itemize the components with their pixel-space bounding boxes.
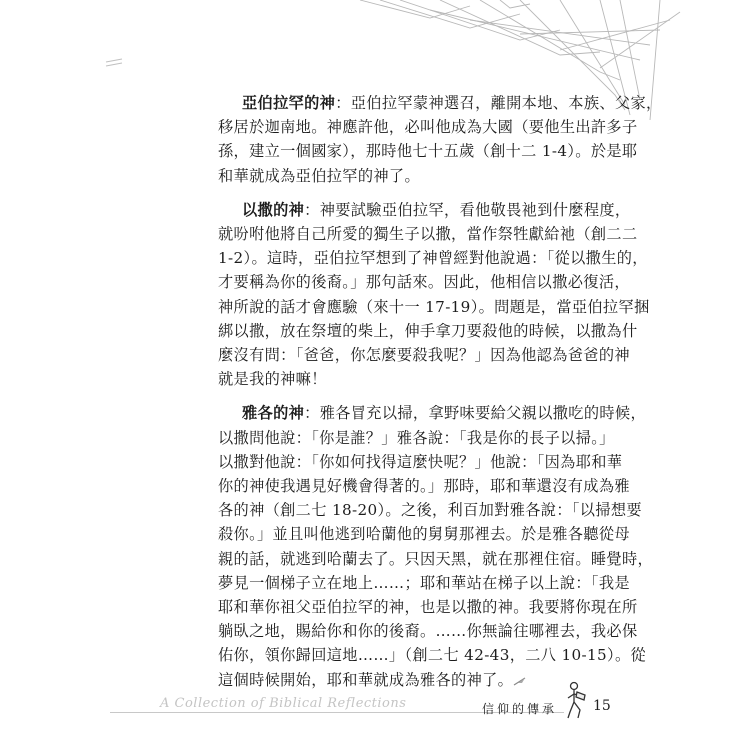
- paragraph-line: 移居於迦南地。神應許他，必叫他成為大國（要他生出許多子: [218, 118, 638, 137]
- paragraph-isaac: [190, 198, 650, 392]
- footer-book-title: 信仰的傳承: [482, 702, 558, 716]
- paragraph-line: 躺臥之地，賜給你和你的後裔。……你無論往哪裡去，我必保: [218, 622, 638, 641]
- paragraph-line: 這個時候開始，耶和華就成為雅各的神了。: [218, 670, 514, 689]
- paragraph-line: 就吩咐他將自己所愛的獨生子以撒，當作祭牲獻給祂（創二二: [218, 225, 638, 244]
- reading-figure-icon: [560, 680, 590, 720]
- paragraph-heading: 雅各的神: [242, 404, 305, 423]
- paragraph-line: 殺你。」並且叫他逃到哈蘭他的舅舅那裡去。於是雅各聽從母: [218, 525, 630, 544]
- paragraph-line: 麼沒有問：「爸爸，你怎麼要殺我呢？」因為他認為爸爸的神: [218, 346, 630, 365]
- page-footer: [0, 680, 750, 730]
- decorative-left-marks: [0, 0, 130, 80]
- paragraph-line: 綁以撒，放在祭壇的柴上，伸手拿刀要殺他的時候，以撒為什: [218, 321, 638, 340]
- paragraph-line: 佑你，領你歸回這地……」（創二七 42-43，二八 10-15）。從: [218, 646, 647, 665]
- paragraph-first-line: [190, 91, 662, 115]
- paragraph-heading: 亞伯拉罕的神: [242, 94, 336, 112]
- paragraph-abraham: [190, 91, 662, 188]
- paragraph-jacob: [190, 401, 654, 691]
- paragraph-heading: 以撒的神: [242, 200, 305, 219]
- paragraph-first-line: [190, 401, 646, 425]
- paragraph-line: 和華就成為亞伯拉罕的神了。: [218, 166, 420, 185]
- paragraph-line: 親的話，就逃到哈蘭去了。只因天黑，就在那裡住宿。睡覺時，: [218, 549, 654, 568]
- paragraph-line: ：亞伯拉罕蒙神選召，離開本地、本族、父家，: [335, 94, 662, 112]
- paragraph-line: 夢見一個梯子立在地上……；耶和華站在梯子以上說：「我是: [218, 573, 630, 592]
- paragraph-line: 1-2）。這時，亞伯拉罕想到了神曾經對他說過：「從以撒生的，: [218, 249, 648, 268]
- page-number: 15: [593, 698, 611, 714]
- paragraph-line: 就是我的神嘛！: [218, 370, 327, 389]
- footer-series-title: A Collection of Biblical Reflections: [160, 696, 407, 711]
- paragraph-line: 才要稱為你的後裔。」那句話來。因此，他相信以撒必復活，: [218, 273, 630, 292]
- paragraph-first-line: [190, 198, 631, 222]
- body-text: [190, 91, 662, 702]
- paragraph-line: 耶和華你祖父亞伯拉罕的神，也是以撒的神。我要將你現在所: [218, 598, 638, 617]
- paragraph-line: 孫，建立一個國家），那時他七十五歲（創十二 1-4）。於是耶: [218, 142, 638, 161]
- paragraph-line: 你的神使我遇見好機會得著的。」那時，耶和華還沒有成為雅: [218, 477, 630, 496]
- paragraph-line: 神所說的話才會應驗（來十一 17-19）。問題是，當亞伯拉罕捆: [218, 297, 650, 316]
- paragraph-line: ：神要試驗亞伯拉罕，看他敬畏祂到什麼程度，: [304, 200, 631, 219]
- paragraph-line: 以撒對他說：「你如何找得這麼快呢？」他說：「因為耶和華: [218, 452, 623, 471]
- paragraph-line: 以撒問他說：「你是誰？」雅各說：「我是你的長子以掃。」: [218, 428, 615, 447]
- paragraph-line: ：雅各冒充以掃，拿野味要給父親以撒吃的時候，: [304, 404, 646, 423]
- paragraph-line: 各的神（創二七 18-20）。之後，利百加對雅各說：「以掃想要: [218, 501, 642, 520]
